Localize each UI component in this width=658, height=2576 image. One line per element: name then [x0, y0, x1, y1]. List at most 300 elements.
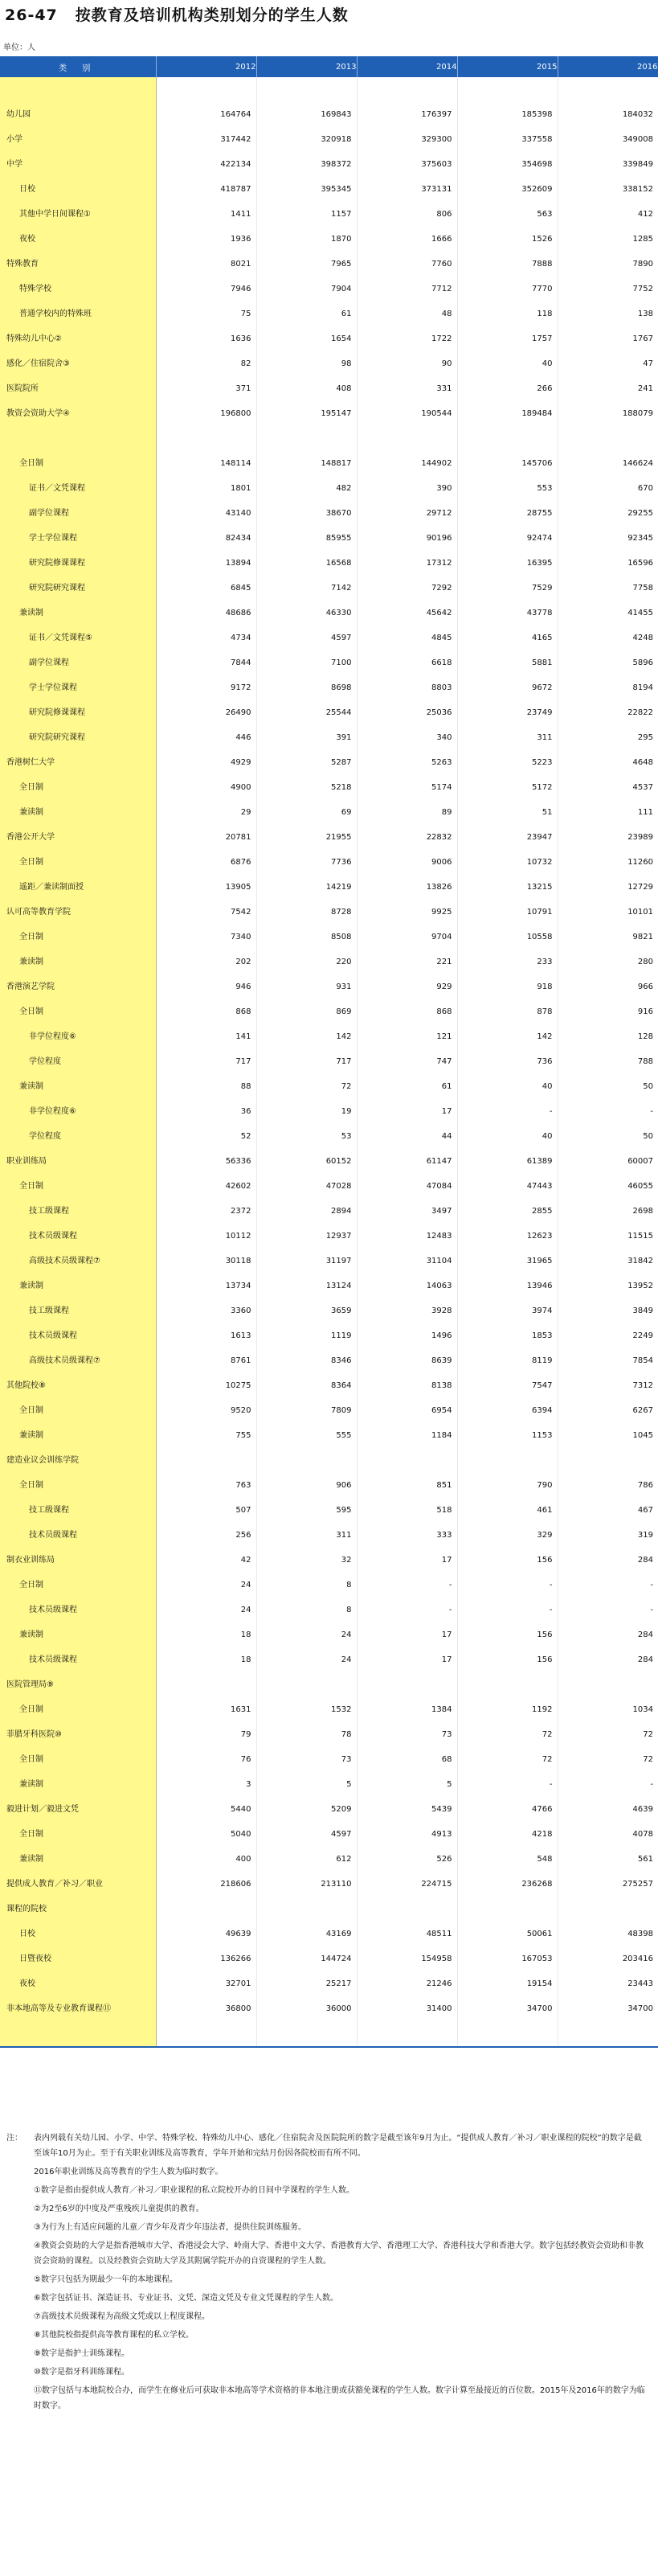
cell-value: 5040	[231, 1829, 251, 1839]
cell-value: 7965	[256, 252, 357, 277]
cell-value: 19	[256, 1099, 357, 1124]
cell-value: 146624	[558, 451, 658, 476]
cell-value: 6876	[231, 857, 251, 867]
table-row	[0, 476, 658, 501]
header-year: 2016	[558, 56, 658, 77]
cell-value	[156, 77, 256, 102]
cell-value: 36000	[256, 1996, 357, 2021]
cell-value: 4845	[357, 626, 457, 650]
footnote	[6, 2365, 649, 2380]
row-label: 提供成人教育／补习／职业	[0, 1872, 156, 1897]
footnote	[6, 2346, 649, 2361]
cell-value: 7292	[357, 576, 457, 601]
cell-value: 60007	[558, 1149, 658, 1174]
cell-value: 340	[357, 725, 457, 750]
cell-value: 4537	[558, 775, 658, 800]
cell-value: 224715	[357, 1872, 457, 1897]
cell-value: 7736	[256, 850, 357, 875]
cell-value: 375603	[357, 152, 457, 177]
cell-value: 45642	[357, 601, 457, 626]
cell-value: 148817	[256, 451, 357, 476]
table-row	[0, 1598, 658, 1622]
row-label: 特殊幼儿中心②	[0, 326, 156, 351]
row-label: 技术员级课程	[0, 1523, 156, 1548]
cell-value: 138	[558, 301, 658, 326]
cell-value: 12729	[558, 875, 658, 900]
cell-value: 29712	[357, 501, 457, 526]
table-row	[0, 1274, 658, 1298]
cell-value: 311	[457, 725, 558, 750]
cell-value: 918	[457, 974, 558, 999]
cell-value: 48686	[225, 608, 251, 617]
table-row	[0, 1323, 658, 1348]
cell-value: 17	[357, 1622, 457, 1647]
cell-value: 213110	[256, 1872, 357, 1897]
footnote	[6, 2272, 649, 2287]
row-label: 职业训练局	[0, 1149, 156, 1174]
cell-value: 717	[256, 1049, 357, 1074]
cell-value: 142	[457, 1024, 558, 1049]
cell-value: 916	[558, 999, 658, 1024]
row-label: 香港树仁大学	[0, 750, 156, 775]
table-row	[0, 376, 658, 401]
table-row	[0, 152, 658, 177]
row-label: 副学位课程	[0, 650, 156, 675]
cell-value: 7529	[457, 576, 558, 601]
cell-value: 337558	[457, 127, 558, 152]
row-label: 毅进计划／毅进文凭	[0, 1797, 156, 1822]
table-row	[0, 1298, 658, 1323]
row-label: 兼读制	[0, 1274, 156, 1298]
cell-value: 72	[558, 1747, 658, 1772]
cell-value: 906	[256, 1473, 357, 1498]
cell-value	[156, 426, 256, 451]
cell-value: 7854	[558, 1348, 658, 1373]
table-row	[0, 1448, 658, 1473]
cell-value: 9672	[457, 675, 558, 700]
cell-value: 202	[235, 957, 251, 966]
row-label: 技术员级课程	[0, 1224, 156, 1249]
row-label: 全日制	[0, 850, 156, 875]
cell-value: 929	[357, 974, 457, 999]
cell-value: 75	[240, 309, 251, 318]
cell-value: 13826	[357, 875, 457, 900]
cell-value: 6267	[558, 1398, 658, 1423]
row-label: 兼读制	[0, 1847, 156, 1872]
row-label: 技术员级课程	[0, 1647, 156, 1672]
cell-value: 1526	[457, 227, 558, 252]
table-row	[0, 1398, 658, 1423]
cell-value: 42	[240, 1555, 251, 1565]
cell-value: 6845	[231, 583, 251, 593]
cell-value: 21246	[357, 1971, 457, 1996]
cell-value: 185398	[457, 102, 558, 127]
cell-value: 338152	[558, 177, 658, 202]
cell-value: 89	[357, 800, 457, 825]
cell-value: 266	[457, 376, 558, 401]
cell-value: 5223	[457, 750, 558, 775]
cell-value: 4248	[558, 626, 658, 650]
cell-value: 3928	[357, 1298, 457, 1323]
cell-value: 329300	[357, 127, 457, 152]
table-row	[0, 1822, 658, 1847]
footnote-text: ⑪数字包括与本地院校合办，而学生在修业后可获取非本地高等学术资格的非本地注册或获豁免课程的学生人数。数字计算至最接近的百位数。2015年及2016年的数字为临时数字。	[34, 2386, 645, 2410]
cell-value: 763	[235, 1480, 251, 1490]
cell-value: 317442	[220, 134, 251, 144]
header-year: 2012	[156, 56, 256, 77]
cell-value: 31104	[357, 1249, 457, 1274]
cell-value	[256, 77, 357, 102]
cell-value: 92474	[457, 526, 558, 551]
footnote-text: ⑨数字是指护士训练课程。	[34, 2349, 129, 2358]
cell-value: 2372	[231, 1206, 251, 1216]
table-row	[0, 401, 658, 426]
table-row	[0, 750, 658, 775]
row-label: 幼儿园	[0, 102, 156, 127]
cell-value: 7758	[558, 576, 658, 601]
cell-value: 13946	[457, 1274, 558, 1298]
footnote	[6, 2220, 649, 2235]
cell-value: 966	[558, 974, 658, 999]
cell-value: 333	[357, 1523, 457, 1548]
cell-value: 1654	[256, 326, 357, 351]
cell-value: 18	[240, 1630, 251, 1639]
cell-value: 29	[240, 807, 251, 817]
cell-value	[256, 1672, 357, 1697]
cell-value: 3360	[231, 1306, 251, 1315]
cell-value: 79	[240, 1729, 251, 1739]
cell-value: -	[357, 1573, 457, 1598]
table-row	[0, 277, 658, 301]
cell-value: 8138	[357, 1373, 457, 1398]
row-label: 医院院所	[0, 376, 156, 401]
cell-value: 82434	[225, 533, 251, 543]
cell-value: 21955	[256, 825, 357, 850]
cell-value: 4165	[457, 626, 558, 650]
cell-value: 1666	[357, 227, 457, 252]
footnote-text: ⑦高级技术员级课程为高级文凭或以上程度课程。	[34, 2312, 210, 2321]
cell-value: 5287	[256, 750, 357, 775]
cell-value: 518	[357, 1498, 457, 1523]
cell-value	[357, 1672, 457, 1697]
cell-value: 38670	[256, 501, 357, 526]
cell-value: 10558	[457, 925, 558, 950]
table-row	[0, 626, 658, 650]
cell-value: 1157	[256, 202, 357, 227]
table-row	[0, 1473, 658, 1498]
cell-value	[558, 1448, 658, 1473]
table-row	[0, 1672, 658, 1697]
cell-value: 1801	[231, 483, 251, 493]
cell-value: 467	[558, 1498, 658, 1523]
cell-value: 9821	[558, 925, 658, 950]
footnote	[6, 2164, 649, 2180]
footnote-text: ③为行为上有适应问题的儿童／青少年及青少年违法者，提供住院训练服务。	[34, 2223, 306, 2232]
row-label: 全日制	[0, 1398, 156, 1423]
cell-value: 72	[457, 1747, 558, 1772]
footnote-text: 2016年职业训练及高等教育的学生人数为临时数字。	[34, 2168, 223, 2176]
cell-value: 1767	[558, 326, 658, 351]
cell-value: 1285	[558, 227, 658, 252]
cell-value	[256, 426, 357, 451]
cell-value: 7809	[256, 1398, 357, 1423]
cell-value: 90196	[357, 526, 457, 551]
row-label: 非学位程度⑥	[0, 1024, 156, 1049]
row-label: 认可高等教育学院	[0, 900, 156, 925]
cell-value: 4648	[558, 750, 658, 775]
table-title: 按教育及培训机构类别划分的学生人数	[75, 6, 349, 24]
row-label: 教资会资助大学④	[0, 401, 156, 426]
table-row	[0, 825, 658, 850]
row-label: 技工级课程	[0, 1498, 156, 1523]
cell-value: 2249	[558, 1323, 658, 1348]
cell-value: 5881	[457, 650, 558, 675]
cell-value: 1411	[231, 209, 251, 219]
cell-value: 311	[256, 1523, 357, 1548]
footnote	[6, 2183, 649, 2198]
row-label: 证书／文凭课程⑤	[0, 626, 156, 650]
cell-value: 47	[558, 351, 658, 376]
table-row	[0, 650, 658, 675]
row-label: 全日制	[0, 1822, 156, 1847]
cell-value: 8698	[256, 675, 357, 700]
row-label: 兼读制	[0, 1423, 156, 1448]
cell-value: 8803	[357, 675, 457, 700]
cell-value	[457, 1897, 558, 1922]
row-label: 全日制	[0, 1473, 156, 1498]
cell-value: 60152	[256, 1149, 357, 1174]
table-row	[0, 850, 658, 875]
cell-value: 4900	[231, 782, 251, 792]
footnote-text: 表内列载有关幼儿园、小学、中学、特殊学校、特殊幼儿中心、感化／住宿院舍及医院院所的数字是截至该年9月为止。“提供成人教育／补习／职业课程的院校”的数字是截至该年10月为止。至于有关职业训练及高等教育，学年开始和完结月份因各院校而有所不同。	[34, 2134, 642, 2158]
row-label: 兼读制	[0, 601, 156, 626]
cell-value: 878	[457, 999, 558, 1024]
footnote	[6, 2309, 649, 2324]
cell-value: 747	[357, 1049, 457, 1074]
cell-value: 22832	[357, 825, 457, 850]
table-row	[0, 1573, 658, 1598]
table-row	[0, 1174, 658, 1199]
cell-value: 5174	[357, 775, 457, 800]
footnote-text: ④教资会资助的大学是指香港城市大学、香港浸会大学、岭南大学、香港中文大学、香港教育大学、香港理工大学、香港科技大学和香港大学。数字包括经教资会资助和非教资会资助的课程。以及经教资会资助大学及其附属学院开办的自资课程的学生人数。	[34, 2242, 644, 2266]
row-label: 全日制	[0, 1747, 156, 1772]
cell-value: 5209	[256, 1797, 357, 1822]
cell-value: 52	[240, 1131, 251, 1141]
footnote	[6, 2131, 649, 2161]
cell-value: 5440	[231, 1804, 251, 1814]
table-row	[0, 1074, 658, 1099]
cell-value: 670	[558, 476, 658, 501]
cell-value: 7844	[231, 658, 251, 667]
cell-value: 9172	[231, 683, 251, 692]
cell-value: -	[558, 1772, 658, 1797]
cell-value: 12483	[357, 1224, 457, 1249]
cell-value: 142	[256, 1024, 357, 1049]
table-row	[0, 1697, 658, 1722]
cell-value: 73	[357, 1722, 457, 1747]
cell-value: 395345	[256, 177, 357, 202]
cell-value: 25217	[256, 1971, 357, 1996]
cell-value: 1936	[231, 234, 251, 244]
cell-value: 17	[357, 1099, 457, 1124]
cell-value: 14063	[357, 1274, 457, 1298]
row-label: 兼读制	[0, 800, 156, 825]
cell-value: 24	[256, 1622, 357, 1647]
cell-value: 176397	[357, 102, 457, 127]
cell-value: 553	[457, 476, 558, 501]
table-row	[0, 1946, 658, 1971]
table-row	[0, 1797, 658, 1822]
cell-value: 8194	[558, 675, 658, 700]
cell-value: 398372	[256, 152, 357, 177]
row-label: 日校	[0, 1922, 156, 1946]
cell-value: 7312	[558, 1373, 658, 1398]
table-row	[0, 177, 658, 202]
cell-value: 49639	[225, 1929, 251, 1938]
header-year: 2015	[457, 56, 558, 77]
cell-value: 284	[558, 1622, 658, 1647]
cell-value: 806	[357, 202, 457, 227]
cell-value: 32	[256, 1548, 357, 1573]
cell-value: 790	[457, 1473, 558, 1498]
cell-value: 128	[558, 1024, 658, 1049]
table-row	[0, 1099, 658, 1124]
table-row	[0, 1772, 658, 1797]
cell-value: 23989	[558, 825, 658, 850]
cell-value: 203416	[558, 1946, 658, 1971]
cell-value: 1045	[558, 1423, 658, 1448]
cell-value: 32701	[225, 1979, 251, 1988]
cell-value: 236268	[457, 1872, 558, 1897]
cell-value: 390	[357, 476, 457, 501]
cell-value	[558, 2021, 658, 2047]
row-label: 感化／住宿院舍③	[0, 351, 156, 376]
row-label: 全日制	[0, 925, 156, 950]
table-row	[0, 1024, 658, 1049]
cell-value: 156	[457, 1647, 558, 1672]
cell-value: 12623	[457, 1224, 558, 1249]
cell-value: 1496	[357, 1323, 457, 1348]
table-row	[0, 974, 658, 999]
table-row	[0, 252, 658, 277]
row-label	[0, 426, 156, 451]
cell-value: 169843	[256, 102, 357, 127]
cell-value: 256	[235, 1530, 251, 1540]
footnote-prefix: 注：	[6, 2134, 22, 2143]
header-year: 2014	[357, 56, 457, 77]
cell-value: 8346	[256, 1348, 357, 1373]
row-label: 技工级课程	[0, 1199, 156, 1224]
table-row	[0, 875, 658, 900]
row-label: 高级技术员级课程⑦	[0, 1249, 156, 1274]
cell-value: 17312	[357, 551, 457, 576]
cell-value: 788	[558, 1049, 658, 1074]
footnote-text: ⑥数字包括证书、深造证书、专业证书、文凭、深造文凭及专业文凭课程的学生人数。	[34, 2294, 338, 2303]
table-row	[0, 1622, 658, 1647]
table-row	[0, 725, 658, 750]
cell-value: 5	[357, 1772, 457, 1797]
footnote-text: ⑩数字是指牙科训练课程。	[34, 2368, 129, 2377]
table-number: 26-47	[5, 6, 58, 24]
cell-value: 446	[235, 732, 251, 742]
cell-value: -	[457, 1099, 558, 1124]
cell-value: 4218	[457, 1822, 558, 1847]
row-label: 技术员级课程	[0, 1598, 156, 1622]
cell-value: 43140	[225, 508, 251, 518]
table-row	[0, 551, 658, 576]
table-row	[0, 451, 658, 476]
cell-value: 48511	[357, 1922, 457, 1946]
cell-value: 10275	[225, 1380, 251, 1390]
cell-value: 19154	[457, 1971, 558, 1996]
row-label: 全日制	[0, 1573, 156, 1598]
row-label: 全日制	[0, 451, 156, 476]
cell-value: 16395	[457, 551, 558, 576]
row-label: 兼读制	[0, 950, 156, 974]
cell-value: 7760	[357, 252, 457, 277]
cell-value: 10101	[558, 900, 658, 925]
cell-value: 136266	[220, 1954, 251, 1963]
cell-value: 29255	[558, 501, 658, 526]
cell-value: 1631	[231, 1704, 251, 1714]
cell-value: 7752	[558, 277, 658, 301]
cell-value: -	[457, 1772, 558, 1797]
table-row	[0, 1199, 658, 1224]
cell-value: 20781	[225, 832, 251, 842]
row-label: 研究院研究课程	[0, 725, 156, 750]
header-category: 类 别	[0, 56, 156, 77]
table-row	[0, 77, 658, 102]
row-label: 菲腊牙科医院⑩	[0, 1722, 156, 1747]
table-row	[0, 1373, 658, 1398]
table-row	[0, 1548, 658, 1573]
cell-value	[558, 1672, 658, 1697]
cell-value: 7770	[457, 277, 558, 301]
cell-value: 9704	[357, 925, 457, 950]
cell-value	[256, 1897, 357, 1922]
cell-value: 22822	[558, 700, 658, 725]
table-row	[0, 1149, 658, 1174]
row-label: 香港演艺学院	[0, 974, 156, 999]
cell-value: 184032	[558, 102, 658, 127]
row-label: 普通学校内的特殊班	[0, 301, 156, 326]
cell-value: 61147	[357, 1149, 457, 1174]
table-row	[0, 925, 658, 950]
cell-value: 6618	[357, 650, 457, 675]
cell-value: 8761	[231, 1356, 251, 1365]
cell-value: 47443	[457, 1174, 558, 1199]
cell-value: 36800	[225, 2004, 251, 2013]
cell-value: 561	[558, 1847, 658, 1872]
cell-value: 851	[357, 1473, 457, 1498]
cell-value: 275257	[558, 1872, 658, 1897]
cell-value: 8021	[231, 259, 251, 269]
cell-value: 69	[256, 800, 357, 825]
cell-value: 5896	[558, 650, 658, 675]
cell-value: 76	[240, 1754, 251, 1764]
page-title	[5, 5, 349, 26]
cell-value: -	[558, 1099, 658, 1124]
row-label: 其他中学日间课程①	[0, 202, 156, 227]
cell-value: 8364	[256, 1373, 357, 1398]
cell-value	[156, 1897, 256, 1922]
cell-value: 4929	[231, 757, 251, 767]
table-body	[0, 77, 658, 2047]
cell-value: 1532	[256, 1697, 357, 1722]
cell-value: 233	[457, 950, 558, 974]
row-label: 证书／文凭课程	[0, 476, 156, 501]
cell-value: 349008	[558, 127, 658, 152]
